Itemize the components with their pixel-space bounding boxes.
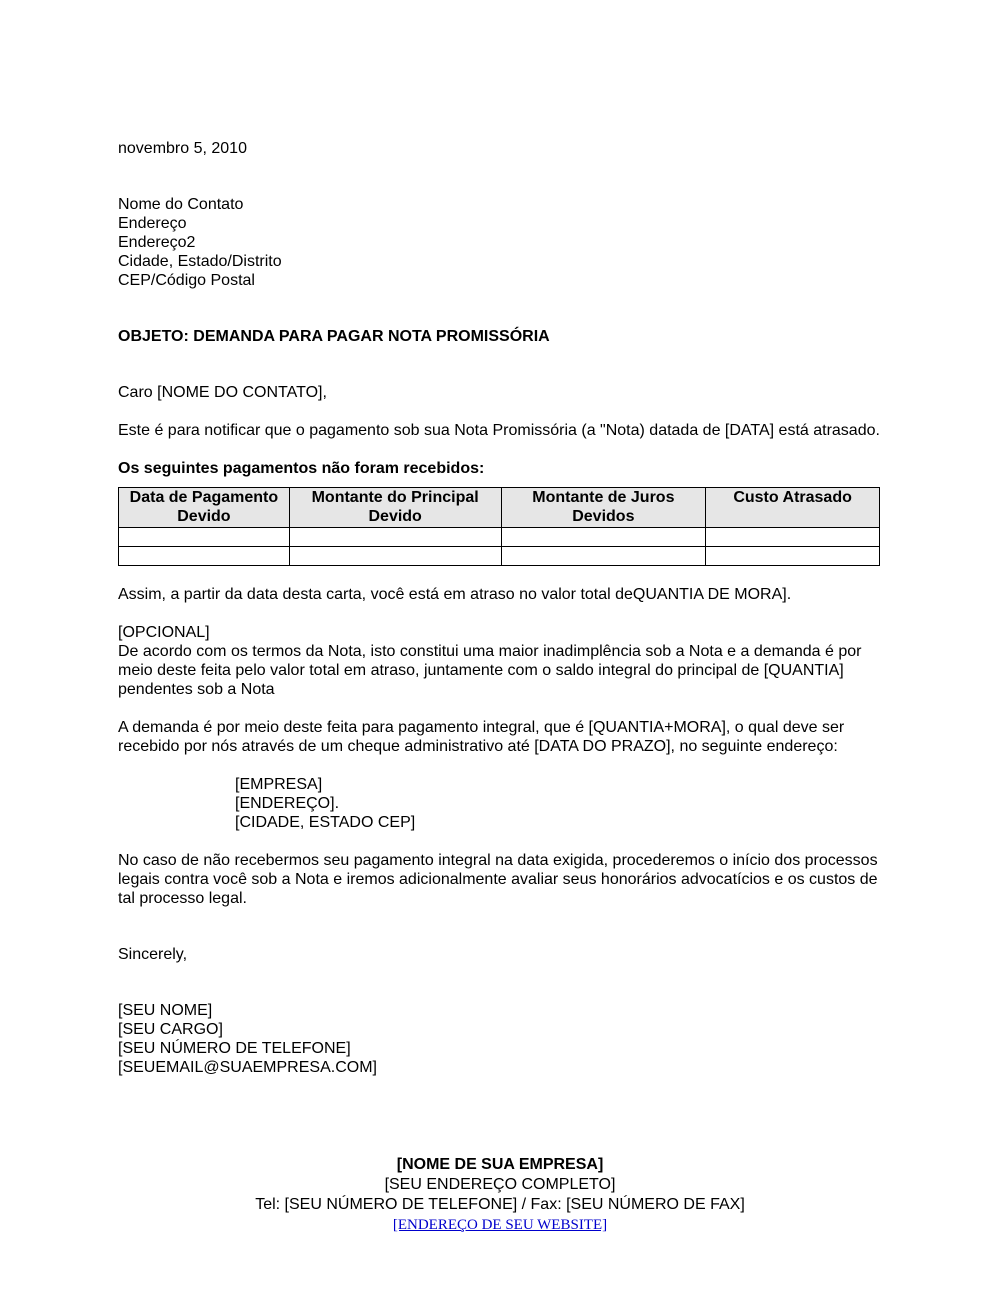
letterhead-footer xyxy=(0,1155,1000,1235)
signature-title: [SEU CARGO] xyxy=(118,1021,223,1038)
header-interest: Montante de Juros Devidos xyxy=(501,488,706,528)
table-cell xyxy=(289,547,501,566)
table-row xyxy=(119,547,880,566)
table-cell xyxy=(501,547,706,566)
table-cell xyxy=(706,528,880,547)
table-cell xyxy=(119,528,290,547)
salutation xyxy=(118,383,880,402)
recipient-name: Nome do Contato xyxy=(118,196,244,213)
table-cell xyxy=(706,547,880,566)
table-cell xyxy=(501,528,706,547)
subject-text: OBJETO: DEMANDA PARA PAGAR NOTA PROMISSÓRIA xyxy=(118,328,550,345)
signature-block xyxy=(118,1001,880,1077)
subject-line xyxy=(118,327,880,346)
table-row xyxy=(119,528,880,547)
footer-company: [NOME DE SUA EMPRESA] xyxy=(396,1156,604,1173)
header-late-fee: Custo Atrasado xyxy=(706,488,880,528)
header-principal: Montante do Principal Devido xyxy=(289,488,501,528)
payee-company: [EMPRESA] xyxy=(235,776,323,793)
table-header-row xyxy=(119,488,880,528)
intro-paragraph: Este é para notificar que o pagamento sob sua Nota Promissória (a "Nota) datada de [DATA] está atrasado. xyxy=(118,422,880,439)
optional-section xyxy=(118,623,880,699)
letter-date xyxy=(118,139,880,158)
signature-phone: [SEU NÚMERO DE TELEFONE] xyxy=(118,1040,351,1057)
recipient-city-state: Cidade, Estado/Distrito xyxy=(118,253,282,270)
signature-name: [SEU NOME] xyxy=(118,1002,213,1019)
closing xyxy=(118,945,880,964)
table-cell xyxy=(289,528,501,547)
payee-city-state-zip: [CIDADE, ESTADO CEP] xyxy=(235,814,416,831)
header-due-date: Data de Pagamento Devido xyxy=(119,488,290,528)
letter-body xyxy=(118,139,880,1077)
recipient-address1: Endereço xyxy=(118,215,187,232)
consequence-paragraph: No caso de não recebermos seu pagamento integral na data exigida, procederemos o início dos processos legais contra você sob a Nota e iremos adicionalmente avaliar seus honorários advocatícios e os custos de tal processo legal. xyxy=(118,852,878,907)
demand-paragraph: A demanda é por meio deste feita para pagamento integral, que é [QUANTIA+MORA], o qual deve ser recebido por nós através de um cheque administrativo até [DATA DO PRAZO], no seguinte endereço: xyxy=(118,719,845,755)
date-text: novembro 5, 2010 xyxy=(118,140,247,157)
optional-label: [OPCIONAL] xyxy=(118,624,210,641)
table-cell xyxy=(119,547,290,566)
footer-website-link[interactable]: [ENDEREÇO DE SEU WEBSITE] xyxy=(392,1217,608,1233)
footer-contact: Tel: [SEU NÚMERO DE TELEFONE] / Fax: [SEU NÚMERO DE FAX] xyxy=(255,1196,745,1213)
payee-address xyxy=(118,775,880,832)
recipient-postal: CEP/Código Postal xyxy=(118,272,255,289)
arrears-paragraph: Assim, a partir da data desta carta, você está em atraso no valor total deQUANTIA DE MORA]. xyxy=(118,586,792,603)
recipient-address2: Endereço2 xyxy=(118,234,196,251)
payments-table xyxy=(118,487,880,566)
signature-email: [SEUEMAIL@SUAEMPRESA.COM] xyxy=(118,1059,377,1076)
footer-address: [SEU ENDEREÇO COMPLETO] xyxy=(384,1176,616,1193)
closing-text: Sincerely, xyxy=(118,946,188,963)
salutation-text: Caro [NOME DO CONTATO], xyxy=(118,384,327,401)
optional-text: De acordo com os termos da Nota, isto constitui uma maior inadimplência sob a Nota e a demanda é por meio deste feita pelo valor total em atraso, juntamente com o saldo integral do principal de [QUANTIA] pendentes sob a Nota xyxy=(118,643,866,698)
table-title-text: Os seguintes pagamentos não foram recebidos: xyxy=(118,460,485,477)
table-title xyxy=(118,459,880,478)
payee-address-line: [ENDEREÇO]. xyxy=(235,795,340,812)
recipient-address xyxy=(118,195,880,290)
